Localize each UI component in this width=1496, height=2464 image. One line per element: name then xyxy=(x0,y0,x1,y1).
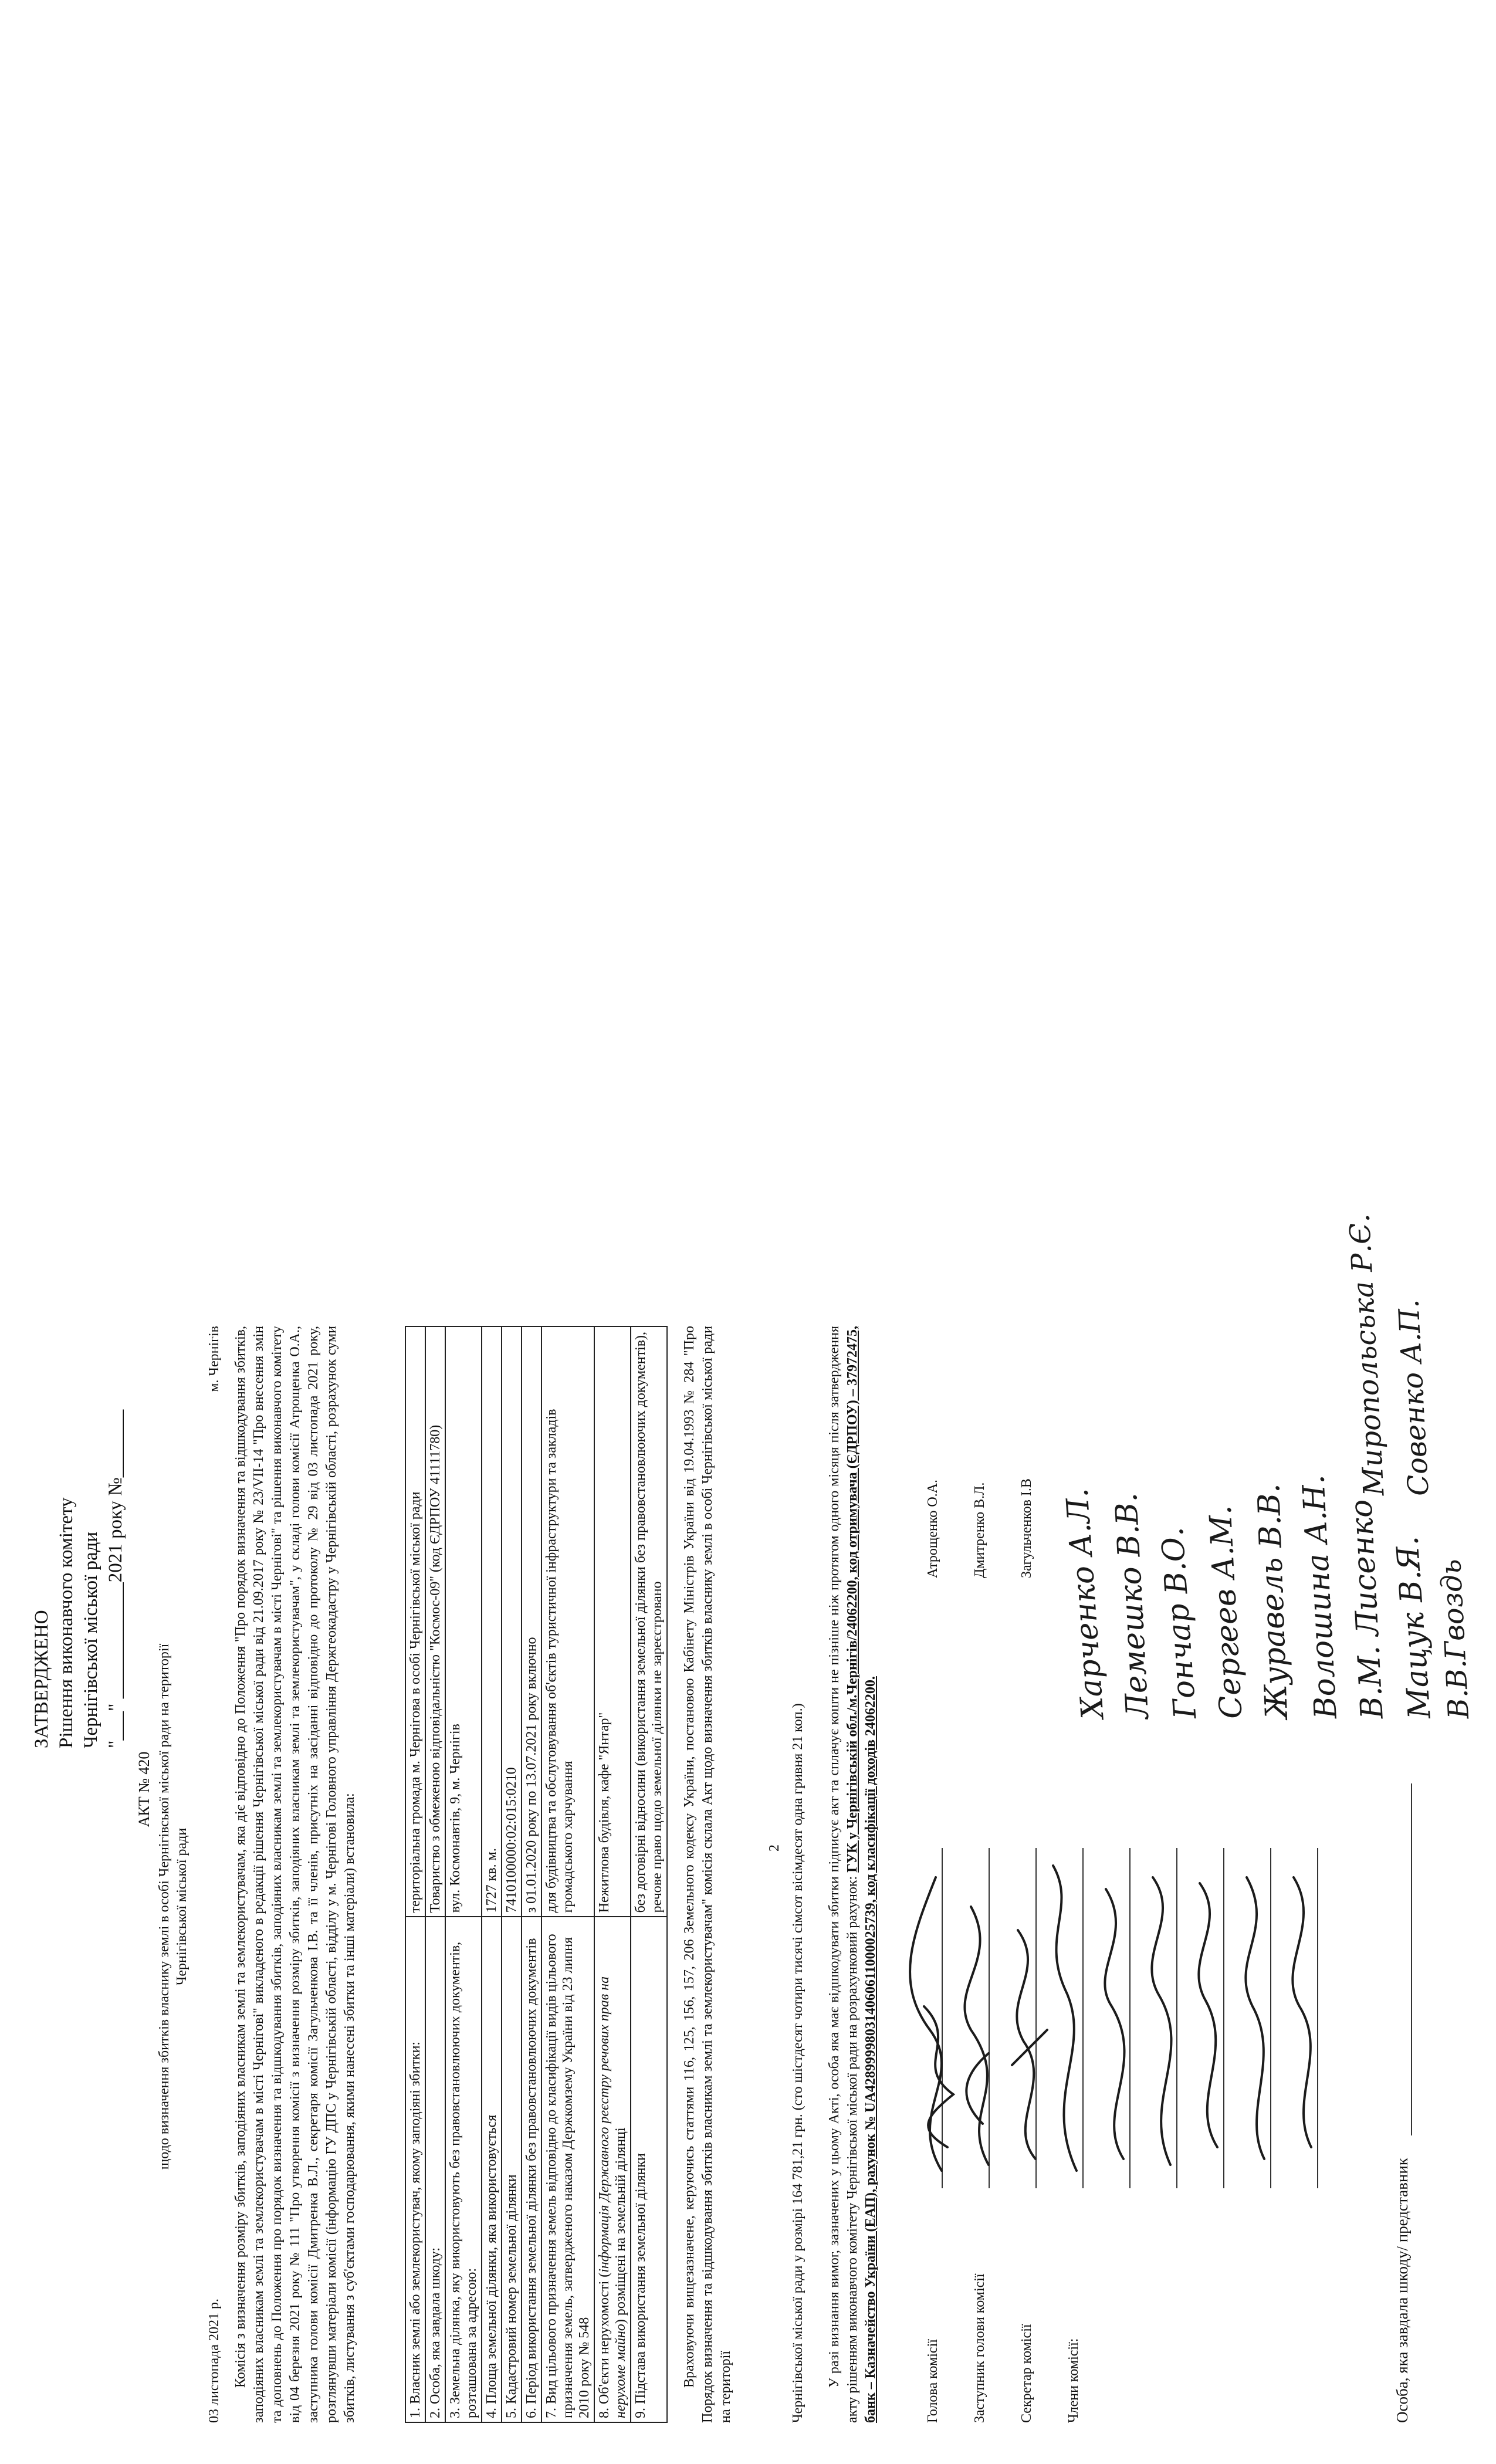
handwritten-name: В.М. Лисенко xyxy=(1343,1498,1390,1720)
role-secretary: Секретар комісії xyxy=(1019,2324,1034,2423)
role-deputy: Заступник голови комісії xyxy=(972,2273,987,2423)
row-value: територіальна громада м. Чернігова в особі Чернігівської міської ради xyxy=(405,1326,425,1917)
facts-table xyxy=(405,1326,668,2423)
row-key: 9. Підстава використання земельної ділянки xyxy=(631,1917,667,2422)
name-chair: Атрощенко О.А. xyxy=(925,1480,940,1578)
handwritten-name: Совенко А.П. xyxy=(1392,1298,1436,1497)
payment-account: ГУК у Чернігівській обл./м.Чернігів/24062200, код отримувача (ЄДРПОУ) – 37972475, банк – Казначейство України (ЕАП), рахунок № UA428999980314060611000025739, код класифікації доходів 24062200. xyxy=(845,1326,878,2423)
row-key: 1. Власник землі або землекористувач, якому заподіяні збитки: xyxy=(405,1917,425,2422)
approval-council: Чернігівської міської ради xyxy=(80,1531,101,1748)
table-row xyxy=(631,1326,667,2422)
closing-paragraph: Враховуючи вищезазначене, керуючись статтями 116, 125, 156, 157, 206 Земельного кодексу України, постановою Кабінету Міністрів України від 19.04.1993 № 284 "Про Порядок визначення та відшкодування збитків власникам землі та землекористувачам" комісія склала Акт щодо визначення збитків власнику землі в особі Чернігівської міської ради на території xyxy=(682,1326,733,2423)
handwritten-name: Гончар В.О. xyxy=(1155,1526,1204,1720)
row-value: для будівництва та обслуговування об'єктів туристичної інфраструктури та закладів громадського харчування xyxy=(541,1326,594,1917)
row-value: без договірні відносини (використання земельної ділянки без правовстановлюючих документів), речове право щодо земельної ділянки не зареєстровано xyxy=(631,1326,667,1917)
handwritten-name: Мацук В.Я. xyxy=(1390,1535,1438,1720)
row-key-suffix: ) розміщені на земельній ділянці xyxy=(613,2127,628,2324)
name-secretary: Загульченков І.В xyxy=(1019,1478,1034,1578)
row-value: Нежитлова будівля, кафе "Янтар" xyxy=(594,1326,631,1917)
page-number: 2 xyxy=(767,1844,782,1852)
amount-paragraph: Чернігівської міської ради у розмірі 164 781,21 грн. (сто шістдесят чотири тисячі сімсот вісімдесят одна гривня 21 коп.) xyxy=(790,1703,805,2423)
payment-text: У разі визнання вимог, зазначених у цьому Акті, особа яка має відшкодувати збитки підписує акт та сплачує кошти не пізніше ніж протягом одного місяця після затвердження акту рішенням виконавчого комітету Чернігівської міської ради на розрахунковий рахунок: xyxy=(827,1326,860,2423)
handwritten-name: Сергеев А.М. xyxy=(1203,1504,1250,1720)
row-key: 3. Земельна ділянка, яку використовують без правовстановлюючих документів, розташована за адресою: xyxy=(445,1917,482,2422)
name-deputy: Дмитренко В.Л. xyxy=(972,1482,987,1578)
handwritten-name: Миропольська Р.Є. xyxy=(1343,1213,1391,1497)
act-purpose-2: Чернігівської міської ради xyxy=(174,1827,189,1986)
row-key: 6. Період використання земельної ділянки без правовстановлюючих документів xyxy=(522,1917,541,2422)
table-row xyxy=(594,1326,631,2422)
row-key-prefix: 8. Об'єкти нерухомості ( xyxy=(597,2272,612,2418)
table-row xyxy=(405,1326,425,2422)
payment-paragraph xyxy=(825,1326,880,2423)
table-row xyxy=(541,1326,594,2422)
damager-signature-line xyxy=(1411,1783,1412,2135)
table-row xyxy=(425,1326,445,2422)
approval-date-number: "___" ____________2021 року №_______ xyxy=(105,1409,126,1748)
handwritten-name: Журавель В.В. xyxy=(1251,1483,1295,1720)
row-key: 5. Кадастровий номер земельної ділянки xyxy=(502,1917,522,2422)
approval-decision: Рішення виконавчого комітету xyxy=(56,1497,77,1748)
row-value: Товариство з обмеженою відповідальністю "Космос-09" (код ЄДРПОУ 41111780) xyxy=(425,1326,445,1917)
act-city-text: м. Чернігів xyxy=(207,1326,222,1392)
act-date-text: 03 листопада 2021 р. xyxy=(207,2298,222,2423)
row-value: з 01.01.2020 року по 13.07.2021 року включно xyxy=(522,1326,541,1917)
act-number: АКТ № 420 xyxy=(136,1751,153,1827)
handwritten-name: Волошина А.Н. xyxy=(1296,1474,1344,1720)
handwritten-name: Харченко А.Л. xyxy=(1060,1487,1111,1720)
table-row xyxy=(502,1326,522,2422)
act-purpose: щодо визначення збитків власнику землі в особі Чернігівської міської ради на території xyxy=(157,1643,172,2170)
table-row xyxy=(482,1326,502,2422)
act-page-2 xyxy=(748,1213,1496,2464)
act-page-1-content xyxy=(0,1232,748,2464)
role-members: Члени комісії: xyxy=(1066,2338,1081,2423)
handwritten-name: В.В.Гвоздь xyxy=(1434,1558,1476,1720)
approval-title: ЗАТВЕРДЖЕНО xyxy=(31,1610,52,1748)
approval-stamp xyxy=(29,1326,128,1748)
row-key: 7. Вид цільового призначення земель відповідно до класифікації видів цільового призначення земель, затвердженого наказом Держкомзему України від 23 липня 2010 року № 548 xyxy=(541,1917,594,2422)
table-row xyxy=(522,1326,541,2422)
row-key xyxy=(594,1917,631,2422)
row-value: 1727 кв. м. xyxy=(482,1326,502,1917)
handwritten-name: Лемешко В.В. xyxy=(1108,1492,1156,1720)
row-key: 2. Особа, яка завдала шкоду: xyxy=(425,1917,445,2422)
role-chair: Голова комісії xyxy=(925,2339,940,2423)
row-value: 7410100000:02:015:0210 xyxy=(502,1326,522,1917)
row-key-italic: інформація Державного реєстру речових прав на нерухоме майно xyxy=(597,1976,628,2418)
row-value: вул. Космонавтів, 9, м. Чернігів xyxy=(445,1326,482,1917)
damager-label: Особа, яка завдала шкоду/ представник xyxy=(1393,2158,1411,2423)
commission-intro: Комісія з визначення розміру збитків, заподіяних власникам землі та землекористувачам, яка діє відповідно до Положення "Про порядок визначення та відшкодування збитків, заподіяних власникам землі та землекористувачам в місті Чернігові" викладеного в редакції рішення Чернігівської міської ради від 21.09.2017 року № 23/VII-14 "Про внесення змін та доповнень до Положення про порядок визначення та відшкодування збитків, заподіяних власникам землі та землекористувачам в місті Чернігові" та рішення виконавчого комітету від 04 березня 2021 року № 111 "Про утворення комісії з визначення розміру збитків, заподіяних власникам землі та землекористувачам", у складі голови комісії Атрощенка О.А., заступника голови комісії Дмитренка В.Л., секретаря комісії Загульченкова І.В. та її членів, присутніх на засіданні відповідно до протоколу № 29 від 03 листопада 2021 року, розглянувши матеріали комісії (інформацію ГУ ДПС у Чернігівській області, відділу у м. Чернігові Головного управління Держгеокадастру у Чернігівській області, розрахунок суми збитків, листування з суб'єктами господарювання, якими нанесені збитки та інші матеріали) встановила: xyxy=(233,1326,357,2423)
table-row xyxy=(445,1326,482,2422)
signatures-scribble xyxy=(901,1842,1346,2182)
row-key: 4. Площа земельної ділянки, яка використовується xyxy=(482,1917,502,2422)
